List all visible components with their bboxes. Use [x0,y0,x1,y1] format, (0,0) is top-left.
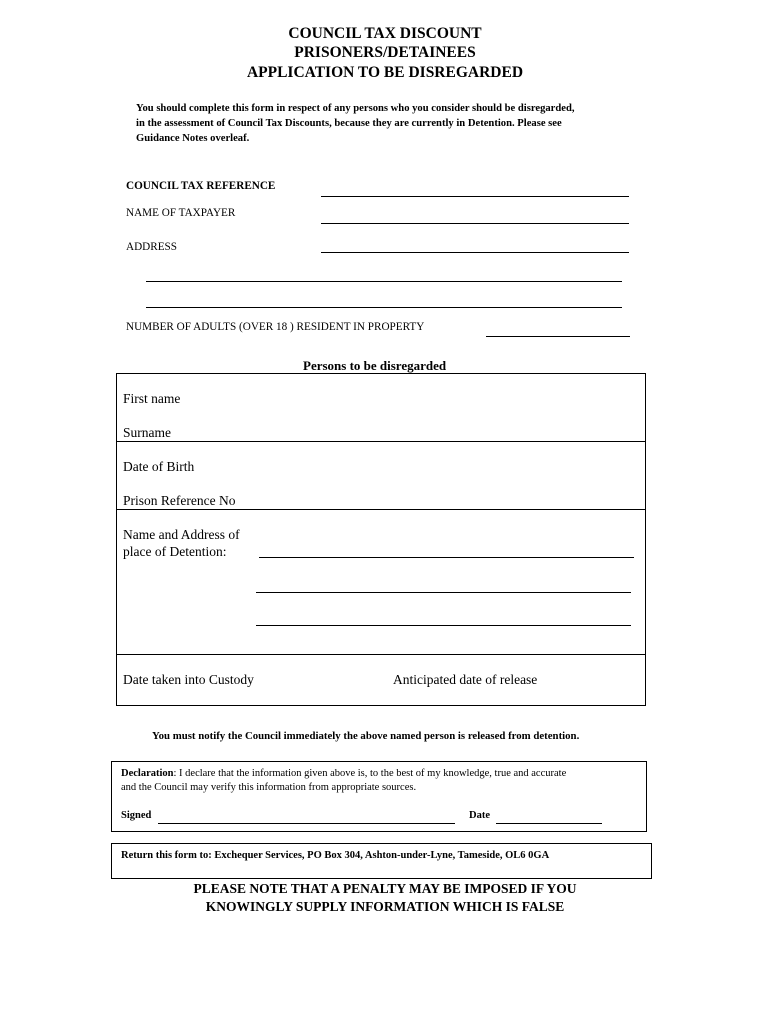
form-title-line-1: COUNCIL TAX DISCOUNT [288,25,482,42]
date-field[interactable] [496,823,602,824]
penalty-notice-line-1: PLEASE NOTE THAT A PENALTY MAY BE IMPOSED IF YOU [193,881,577,896]
detention-label-line-1: Name and Address of [123,527,240,542]
declaration-statement: : I declare that the information given above is, to the best of my knowledge, true and accurate [173,768,567,779]
address-label: ADDRESS [126,241,177,253]
release-notice: You must notify the Council immediately the above named person is released from detention. [152,730,580,742]
detention-label-line-2: place of Detention: [123,544,227,559]
intro-line-1: You should complete this form in respect of any persons who you consider should be disregarded, [136,103,575,114]
declaration-box [111,761,647,832]
row-divider [117,654,645,655]
declaration-label: Declaration [121,768,174,779]
signature-field[interactable] [158,823,455,824]
declaration-text-line-1 [121,768,566,779]
date-into-custody-label: Date taken into Custody [123,672,254,687]
detention-address-field-line-1[interactable] [259,557,634,558]
address-field-line-2[interactable] [146,281,622,282]
row-divider [117,509,645,510]
council-tax-reference-label: COUNCIL TAX REFERENCE [126,180,276,192]
return-address-text: Return this form to: Exchequer Services, PO Box 304, Ashton-under-Lyne, Tameside, OL6 0GA [121,850,550,861]
date-label: Date [469,810,490,821]
council-tax-reference-field[interactable] [321,196,629,197]
return-address-box [111,843,652,879]
intro-line-2: in the assessment of Council Tax Discounts, because they are currently in Detention. Please see [136,118,562,129]
taxpayer-name-label: NAME OF TAXPAYER [126,207,236,219]
taxpayer-name-field[interactable] [321,223,629,224]
date-of-birth-label: Date of Birth [123,459,195,474]
number-of-adults-field[interactable] [486,336,630,337]
prison-reference-label: Prison Reference No [123,493,236,508]
signed-label: Signed [121,810,152,821]
address-field-line-1[interactable] [321,252,629,253]
detention-address-field-line-2[interactable] [256,592,631,593]
number-of-adults-label: NUMBER OF ADULTS (OVER 18 ) RESIDENT IN PROPERTY [126,321,425,333]
anticipated-release-label: Anticipated date of release [393,672,538,687]
form-title-line-2: PRISONERS/DETAINEES [294,44,476,61]
row-divider [117,441,645,442]
penalty-notice-line-2: KNOWINGLY SUPPLY INFORMATION WHICH IS FALSE [205,899,565,914]
address-field-line-3[interactable] [146,307,622,308]
surname-label: Surname [123,425,171,440]
first-name-label: First name [123,391,181,406]
intro-line-3: Guidance Notes overleaf. [136,133,250,144]
declaration-text-line-2: and the Council may verify this information from appropriate sources. [121,782,417,793]
persons-table [116,373,646,706]
persons-section-heading: Persons to be disregarded [303,358,447,373]
detention-address-field-line-3[interactable] [256,625,631,626]
form-title-line-3: APPLICATION TO BE DISREGARDED [246,64,524,81]
